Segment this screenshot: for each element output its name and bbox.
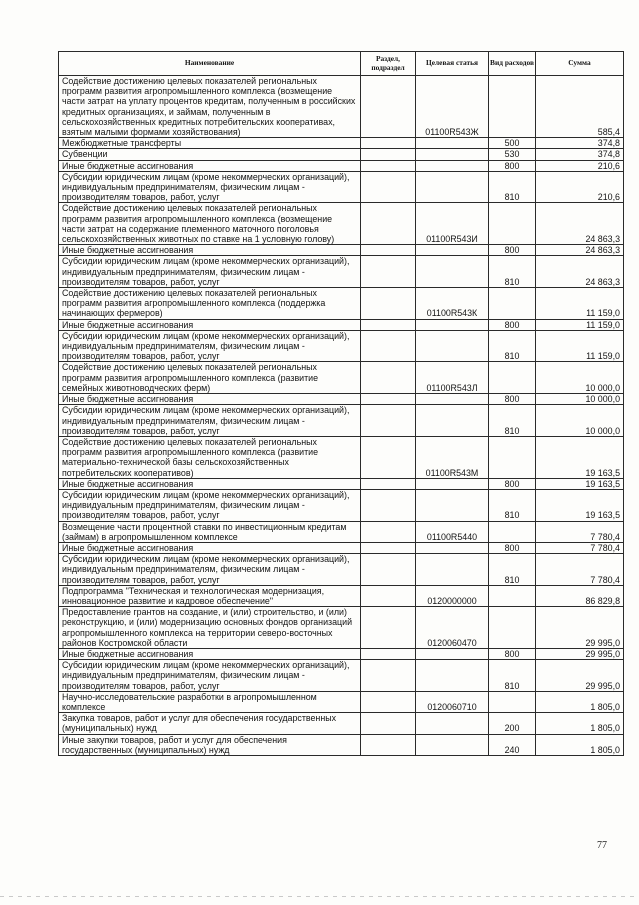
table-row	[59, 478, 624, 489]
cell-target	[416, 478, 489, 489]
cell-expense: 800	[489, 319, 536, 330]
cell-target: 01100R543Л	[416, 362, 489, 394]
cell-section	[361, 585, 416, 606]
cell-expense	[489, 362, 536, 394]
cell-expense: 800	[489, 394, 536, 405]
cell-expense: 810	[489, 405, 536, 437]
cell-name: Субвенции	[59, 149, 361, 160]
table-row	[59, 362, 624, 394]
table-row	[59, 319, 624, 330]
cell-sum: 210,6	[536, 171, 624, 203]
cell-expense: 810	[489, 489, 536, 521]
cell-target: 0120000000	[416, 585, 489, 606]
table-row	[59, 160, 624, 171]
cell-section	[361, 330, 416, 362]
cell-name: Субсидии юридическим лицам (кроме некоммерческих организаций), индивидуальным предпринимателям, физическим лицам - производителям товаров, работ, услуг	[59, 660, 361, 692]
cell-target	[416, 171, 489, 203]
table-row	[59, 245, 624, 256]
cell-section	[361, 660, 416, 692]
table-header-row	[59, 52, 624, 76]
cell-expense: 810	[489, 660, 536, 692]
table-row	[59, 660, 624, 692]
table-row	[59, 288, 624, 320]
cell-name: Субсидии юридическим лицам (кроме некоммерческих организаций), индивидуальным предпринимателям, физическим лицам - производителям товаров, работ, услуг	[59, 171, 361, 203]
cell-sum: 19 163,5	[536, 489, 624, 521]
cell-sum: 29 995,0	[536, 660, 624, 692]
cell-target	[416, 245, 489, 256]
cell-target: 01100R543К	[416, 288, 489, 320]
header-target: Целевая статья	[416, 52, 489, 76]
cell-name: Субсидии юридическим лицам (кроме некоммерческих организаций), индивидуальным предпринимателям, физическим лицам - производителям товаров, работ, услуг	[59, 256, 361, 288]
cell-target	[416, 713, 489, 734]
cell-expense: 240	[489, 734, 536, 755]
table-row	[59, 138, 624, 149]
table-row	[59, 521, 624, 542]
cell-target: 0120060470	[416, 607, 489, 649]
table-row	[59, 713, 624, 734]
cell-expense	[489, 607, 536, 649]
cell-sum: 1 805,0	[536, 691, 624, 712]
cell-name: Иные бюджетные ассигнования	[59, 542, 361, 553]
cell-expense: 530	[489, 149, 536, 160]
cell-section	[361, 691, 416, 712]
cell-target	[416, 542, 489, 553]
cell-section	[361, 171, 416, 203]
cell-name: Содействие достижению целевых показателей региональных программ развития агропромышленного комплекса (возмещение части затрат на уплату процентов кредитам, полученным в российских кредитных организациях, и займам, полученным в сельскохозяйственных кредитных потребительских кооперативах, взятым малыми формами хозяйствования)	[59, 76, 361, 138]
table-row	[59, 394, 624, 405]
header-section: Раздел, подраздел	[361, 52, 416, 76]
cell-expense: 810	[489, 554, 536, 586]
cell-expense	[489, 76, 536, 138]
page-number: 77	[597, 840, 607, 851]
cell-sum: 29 995,0	[536, 648, 624, 659]
cell-name: Возмещение части процентной ставки по инвестиционным кредитам (займам) в агропромышленном комплексе	[59, 521, 361, 542]
table-row	[59, 171, 624, 203]
cell-name: Межбюджетные трансферты	[59, 138, 361, 149]
table-row	[59, 648, 624, 659]
table-row	[59, 585, 624, 606]
table-row	[59, 76, 624, 138]
cell-expense: 800	[489, 245, 536, 256]
cell-name: Иные бюджетные ассигнования	[59, 319, 361, 330]
cell-target	[416, 330, 489, 362]
cell-sum: 374,8	[536, 138, 624, 149]
cell-name: Подпрограмма "Техническая и технологическая модернизация, инновационное развитие и кадровое обеспечение"	[59, 585, 361, 606]
table-body	[59, 76, 624, 756]
cell-sum: 11 159,0	[536, 319, 624, 330]
cell-section	[361, 734, 416, 755]
cell-expense: 800	[489, 160, 536, 171]
cell-sum: 210,6	[536, 160, 624, 171]
cell-section	[361, 256, 416, 288]
cell-name: Иные бюджетные ассигнования	[59, 160, 361, 171]
scan-artifact-line	[0, 896, 639, 897]
cell-expense	[489, 691, 536, 712]
cell-name: Научно-исследовательские разработки в агропромышленном комплексе	[59, 691, 361, 712]
table-row	[59, 149, 624, 160]
cell-name: Субсидии юридическим лицам (кроме некоммерческих организаций), индивидуальным предпринимателям, физическим лицам - производителям товаров, работ, услуг	[59, 330, 361, 362]
cell-sum: 10 000,0	[536, 394, 624, 405]
cell-section	[361, 149, 416, 160]
header-name: Наименование	[59, 52, 361, 76]
cell-target	[416, 489, 489, 521]
cell-target: 01100R543М	[416, 436, 489, 478]
cell-section	[361, 607, 416, 649]
table-row	[59, 542, 624, 553]
cell-name: Предоставление грантов на создание, и (или) строительство, и (или) реконструкцию, и (или) модернизацию основных фондов организаций агропромышленного комплекса на территории северо-восточных районов Костромской области	[59, 607, 361, 649]
header-sum: Сумма	[536, 52, 624, 76]
table-row	[59, 203, 624, 245]
cell-section	[361, 394, 416, 405]
cell-name: Иные бюджетные ассигнования	[59, 478, 361, 489]
cell-name: Содействие достижению целевых показателей региональных программ развития агропромышленного комплекса (возмещение части затрат на содержание племенного маточного поголовья сельскохозяйственных животных по ставке на 1 условную голову)	[59, 203, 361, 245]
cell-section	[361, 542, 416, 553]
cell-expense: 500	[489, 138, 536, 149]
table-row	[59, 436, 624, 478]
cell-target	[416, 734, 489, 755]
cell-section	[361, 203, 416, 245]
cell-section	[361, 521, 416, 542]
cell-sum: 11 159,0	[536, 330, 624, 362]
cell-section	[361, 405, 416, 437]
table-row	[59, 554, 624, 586]
cell-sum: 19 163,5	[536, 436, 624, 478]
cell-sum: 24 863,3	[536, 203, 624, 245]
cell-sum: 86 829,8	[536, 585, 624, 606]
table-row	[59, 405, 624, 437]
cell-section	[361, 554, 416, 586]
header-expense: Вид расходов	[489, 52, 536, 76]
cell-target	[416, 256, 489, 288]
cell-sum: 1 805,0	[536, 713, 624, 734]
table-row	[59, 330, 624, 362]
cell-section	[361, 362, 416, 394]
cell-sum: 10 000,0	[536, 405, 624, 437]
cell-name: Содействие достижению целевых показателей региональных программ развития агропромышленного комплекса (поддержка начинающих фермеров)	[59, 288, 361, 320]
cell-expense	[489, 585, 536, 606]
table-row	[59, 489, 624, 521]
cell-sum: 10 000,0	[536, 362, 624, 394]
cell-target	[416, 160, 489, 171]
cell-name: Иные бюджетные ассигнования	[59, 394, 361, 405]
cell-section	[361, 713, 416, 734]
cell-target: 01100R543И	[416, 203, 489, 245]
cell-name: Содействие достижению целевых показателей региональных программ развития агропромышленного комплекса (развитие материально-технической базы сельскохозяйственных потребительских кооперативов)	[59, 436, 361, 478]
cell-sum: 374,8	[536, 149, 624, 160]
cell-sum: 7 780,4	[536, 542, 624, 553]
cell-target	[416, 660, 489, 692]
cell-sum: 29 995,0	[536, 607, 624, 649]
cell-expense	[489, 436, 536, 478]
cell-target	[416, 648, 489, 659]
cell-expense: 810	[489, 256, 536, 288]
cell-name: Закупка товаров, работ и услуг для обеспечения государственных (муниципальных) нужд	[59, 713, 361, 734]
cell-name: Иные закупки товаров, работ и услуг для обеспечения государственных (муниципальных) нужд	[59, 734, 361, 755]
cell-section	[361, 478, 416, 489]
cell-target	[416, 394, 489, 405]
cell-name: Иные бюджетные ассигнования	[59, 245, 361, 256]
table-row	[59, 607, 624, 649]
cell-expense: 200	[489, 713, 536, 734]
cell-target: 01100R543Ж	[416, 76, 489, 138]
cell-sum: 19 163,5	[536, 478, 624, 489]
cell-sum: 11 159,0	[536, 288, 624, 320]
cell-target	[416, 405, 489, 437]
cell-sum: 7 780,4	[536, 521, 624, 542]
cell-expense: 810	[489, 330, 536, 362]
cell-section	[361, 319, 416, 330]
cell-sum: 24 863,3	[536, 256, 624, 288]
cell-target: 0120060710	[416, 691, 489, 712]
cell-section	[361, 76, 416, 138]
cell-name: Субсидии юридическим лицам (кроме некоммерческих организаций), индивидуальным предпринимателям, физическим лицам - производителям товаров, работ, услуг	[59, 405, 361, 437]
cell-section	[361, 648, 416, 659]
cell-sum: 585,4	[536, 76, 624, 138]
cell-expense	[489, 288, 536, 320]
cell-target	[416, 138, 489, 149]
table-row	[59, 734, 624, 755]
cell-section	[361, 245, 416, 256]
cell-name: Иные бюджетные ассигнования	[59, 648, 361, 659]
cell-target	[416, 319, 489, 330]
cell-name: Субсидии юридическим лицам (кроме некоммерческих организаций), индивидуальным предпринимателям, физическим лицам - производителям товаров, работ, услуг	[59, 489, 361, 521]
cell-expense: 800	[489, 542, 536, 553]
cell-expense: 800	[489, 478, 536, 489]
cell-target	[416, 149, 489, 160]
cell-name: Субсидии юридическим лицам (кроме некоммерческих организаций), индивидуальным предпринимателям, физическим лицам - производителям товаров, работ, услуг	[59, 554, 361, 586]
budget-table	[58, 51, 624, 756]
cell-sum: 7 780,4	[536, 554, 624, 586]
cell-name: Содействие достижению целевых показателей региональных программ развития агропромышленного комплекса (развитие семейных животноводческих ферм)	[59, 362, 361, 394]
cell-section	[361, 489, 416, 521]
cell-target: 01100R5440	[416, 521, 489, 542]
table-row	[59, 256, 624, 288]
cell-expense: 800	[489, 648, 536, 659]
cell-section	[361, 138, 416, 149]
cell-sum: 24 863,3	[536, 245, 624, 256]
cell-section	[361, 288, 416, 320]
cell-target	[416, 554, 489, 586]
cell-expense	[489, 521, 536, 542]
table-row	[59, 691, 624, 712]
cell-section	[361, 160, 416, 171]
cell-expense: 810	[489, 171, 536, 203]
cell-sum: 1 805,0	[536, 734, 624, 755]
cell-expense	[489, 203, 536, 245]
cell-section	[361, 436, 416, 478]
